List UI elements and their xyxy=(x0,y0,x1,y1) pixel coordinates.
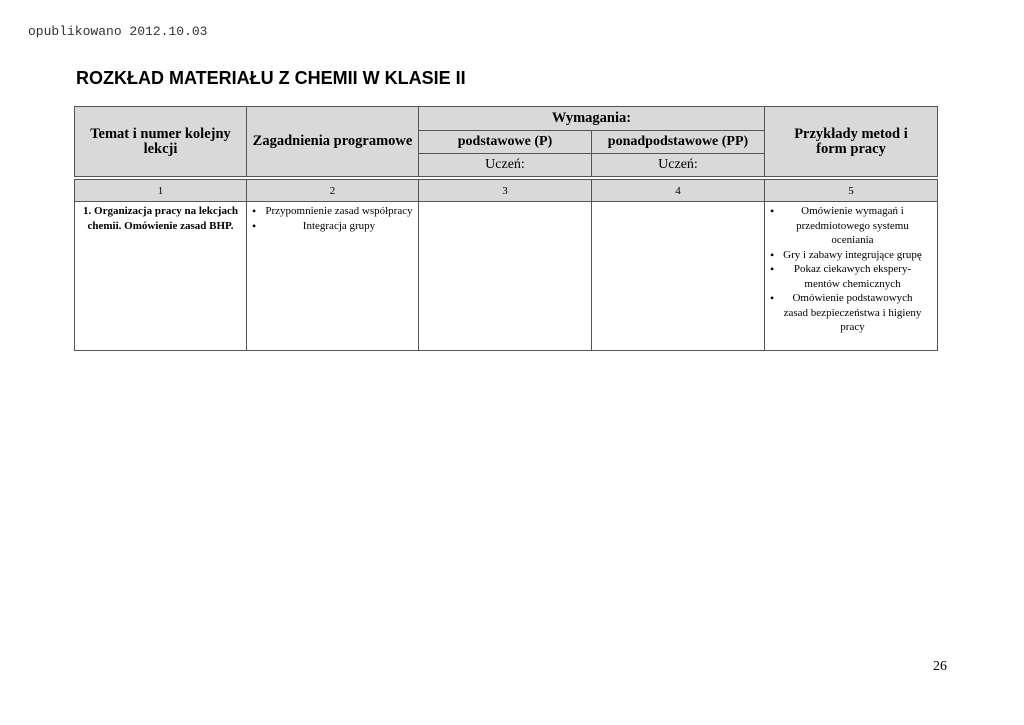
page-number: 26 xyxy=(933,659,947,674)
header-methods: Przykłady metod i form pracy xyxy=(765,107,938,177)
column-number: 3 xyxy=(419,180,592,202)
lesson-topic: 1. Organizacja pracy na lekcjach chemii. Omówienie zasad BHP. xyxy=(83,205,238,232)
list-item: • Omówienie wymagań i przedmiotowego systemu oceniania xyxy=(769,204,923,248)
header-extended: ponadpodstawowe (PP) xyxy=(592,131,765,154)
page-title: ROZKŁAD MATERIAŁU Z CHEMII W KLASIE II xyxy=(76,68,466,88)
header-student-extended: Uczeń: xyxy=(592,154,765,177)
methods-cell xyxy=(765,202,938,351)
list-item: • Pokaz ciekawych ekspery-mentów chemicznych xyxy=(769,262,923,291)
column-number: 1 xyxy=(75,180,247,202)
content-table xyxy=(74,179,938,351)
basic-requirements-cell xyxy=(419,202,592,351)
issues-cell xyxy=(247,202,419,351)
header-issues: Zagadnienia programowe xyxy=(247,107,419,177)
extended-requirements-cell xyxy=(592,202,765,351)
issues-list xyxy=(247,202,418,233)
list-item: • Przypomnienie zasad współpracy xyxy=(251,204,414,219)
header-topic: Temat i numer kolejny lekcji xyxy=(75,107,247,177)
column-number: 5 xyxy=(765,180,938,202)
table-row xyxy=(75,202,938,351)
topic-cell xyxy=(75,202,247,351)
publication-date-stamp: opublikowano 2012.10.03 xyxy=(28,24,208,39)
header-basic: podstawowe (P) xyxy=(419,131,592,154)
column-number-row xyxy=(75,180,938,202)
list-item: • Gry i zabawy integrujące grupę xyxy=(769,248,923,263)
list-item: • Integracja grupy xyxy=(251,219,414,234)
table-header xyxy=(74,106,938,177)
methods-list xyxy=(765,202,937,335)
column-number: 2 xyxy=(247,180,419,202)
list-item: • Omówienie podstawowych zasad bezpieczeństwa i higieny pracy xyxy=(769,291,923,335)
column-number: 4 xyxy=(592,180,765,202)
header-requirements: Wymagania: xyxy=(419,107,765,131)
header-student-basic: Uczeń: xyxy=(419,154,592,177)
